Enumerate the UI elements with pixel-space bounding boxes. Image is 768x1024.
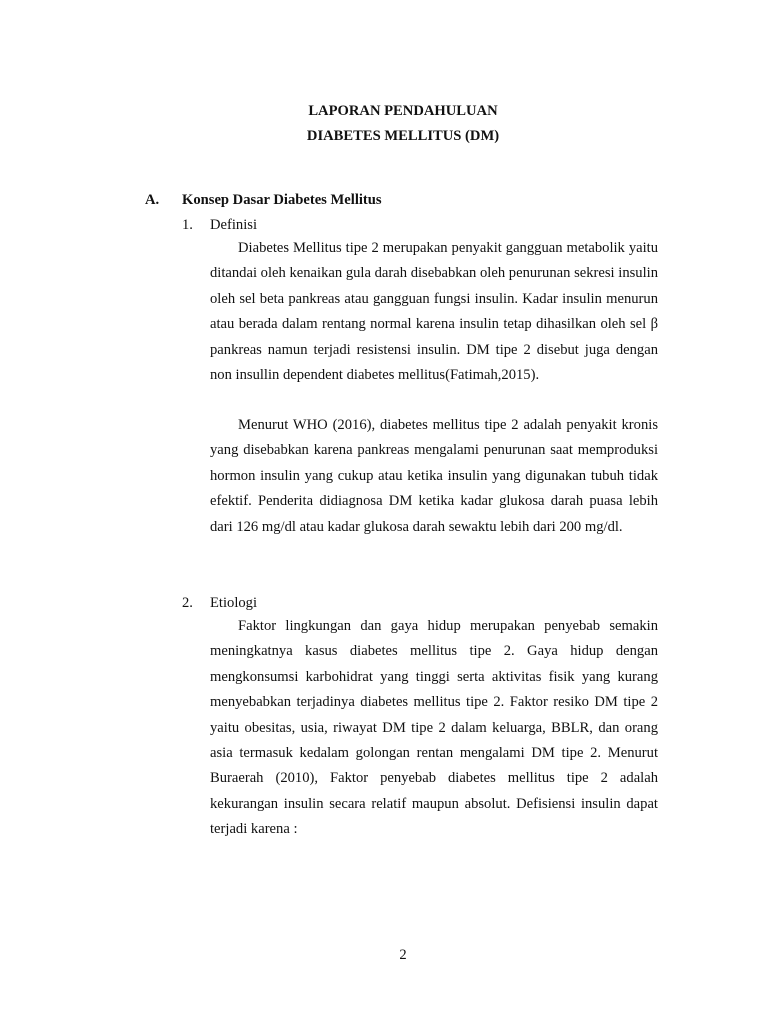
subsection-number: 2. [182,595,193,611]
page-number: 2 [399,947,407,963]
subsection-number: 1. [182,217,193,233]
subsection-title-etiologi: Etiologi [210,595,258,611]
document-title-line-1: LAPORAN PENDAHULUAN [308,103,498,119]
paragraph-etiologi-1: Faktor lingkungan dan gaya hidup merupakan penyebab semakin meningkatnya kasus diabetes mellitus tipe 2. Gaya hidup dengan mengkonsumsi karbohidrat yang tinggi serta aktivitas fisik yang kurang menyebabkan terjadinya diabetes mellitus tipe 2. Faktor resiko DM tipe 2 yaitu obesitas, usia, riwayat DM tipe 2 dalam keluarga, BBLR, dan orang asia termasuk kedalam golongan rentan mengalami DM tipe 2. Menurut Buraerah (2010), Faktor penyebab diabetes mellitus tipe 2 adalah kekurangan insulin secara relatif maupun absolut. Defisiensi insulin dapat terjadi karena : [210,618,658,838]
paragraph-definisi-1: Diabetes Mellitus tipe 2 merupakan penyakit gangguan metabolik yaitu ditandai oleh kenaikan gula darah disebabkan oleh penurunan sekresi insulin oleh sel beta pankreas atau gangguan fungsi insulin. Kadar insulin menurun atau berada dalam rentang normal karena insulin tetap dihasilkan oleh sel β pankreas namun terjadi resistensi insulin. DM tipe 2 disebut juga dengan non insullin dependent diabetes mellitus(Fatimah,2015). [210,240,658,384]
paragraph-definisi-2: Menurut WHO (2016), diabetes mellitus tipe 2 adalah penyakit kronis yang disebabkan karena pankreas mengalami penurunan saat memproduksi hormon insulin yang cukup atau ketika insulin yang digunakan tubuh tidak efektif. Penderita didiagnosa DM ketika kadar glukosa darah puasa lebih dari 126 mg/dl atau kadar glukosa darah sewaktu lebih dari 200 mg/dl. [210,417,658,535]
document-title-line-2: DIABETES MELLITUS (DM) [306,128,500,144]
subsection-title-definisi: Definisi [210,217,258,233]
section-marker: A. [145,192,160,208]
section-title: Konsep Dasar Diabetes Mellitus [182,192,382,208]
